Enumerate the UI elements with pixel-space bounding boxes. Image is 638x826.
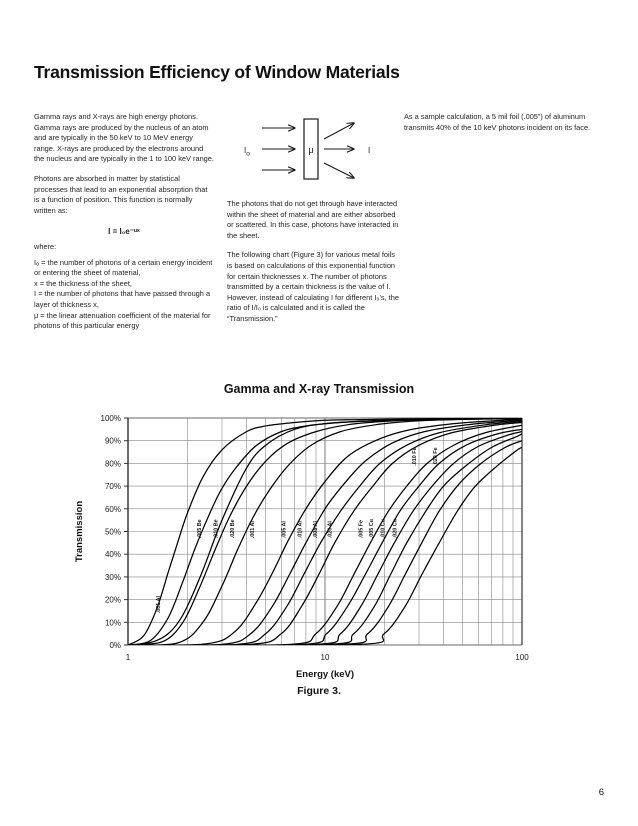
chart-plot-area <box>0 400 638 685</box>
page-number: 6 <box>598 787 604 798</box>
y-axis-tick-label: 30% <box>104 572 121 582</box>
x-axis-tick-label: 1 <box>125 653 131 662</box>
attenuation-diagram <box>232 106 400 192</box>
paragraph-absorption: Photons are absorbed in matter by statistical processes that lead to an exponential absorption that is a function of position. This function is normally written as: <box>34 173 208 215</box>
curve-label-020-Al: .020 Al <box>327 521 334 539</box>
paragraph-sample-calculation: As a sample calculation, a 5 mil foil (.005”) of aluminum transmits 40% of the 10 keV photons incident on its face. <box>404 112 591 132</box>
curve-label-005-Fe: .005 Fe <box>358 520 365 539</box>
paragraph-gamma-xray-intro: Gamma rays and X-rays are high energy photons. Gamma rays are produced by the nucleus of an atom and are typically in the 50 keV to 10 MeV energy range. X-rays are produced by the electrons around the nucleus and are typically in the 1 to 100 keV range. <box>34 112 214 164</box>
y-axis-tick-label: 50% <box>104 527 121 537</box>
curve-label-010-Fe: .010 Fe <box>412 447 419 466</box>
text-column-middle <box>227 199 399 325</box>
curve-label-001-Al: .001 Al <box>155 596 162 614</box>
y-axis-tick-label: 60% <box>104 504 121 514</box>
diagram-transmitted-label: I <box>368 146 371 155</box>
curve-label-010-Cu: .010 Cu <box>380 519 387 539</box>
y-axis-tick-label: 70% <box>104 482 121 492</box>
paragraph-interaction: The photons that do not get through have interacted within the sheet of material and are either absorbed or scattered. In this case, photons have interacted in the sheet. <box>227 199 399 240</box>
y-axis-tick-label: 100% <box>100 414 121 423</box>
y-axis-tick-label: 20% <box>104 595 121 605</box>
y-axis-tick-label: 80% <box>104 459 121 469</box>
curve-label-020-Cu: .020 Cu <box>392 519 399 539</box>
curve-label-010-Al: .010 Al <box>297 521 304 539</box>
curve-label-010-Be: .010 Be <box>213 519 220 539</box>
definition-x: x = the thickness of the sheet, <box>34 278 132 288</box>
y-axis-tick-label: 40% <box>104 550 121 560</box>
text-column-right <box>404 112 600 133</box>
curve-label-005-Al: .005 Al <box>281 521 288 539</box>
curve-label-001-Al: .001 Al <box>249 521 256 539</box>
definition-mu: μ = the linear attenuation coefficient of the material for photons of this particular energy <box>34 310 211 331</box>
curve-label-020-Be: .020 Be <box>230 519 236 539</box>
attenuation-diagram-svg <box>232 106 400 192</box>
curve-label-008-Al: .008 Al <box>312 521 319 539</box>
where-label: where: <box>34 241 57 251</box>
chart-title: Gamma and X-ray Transmission <box>223 382 415 396</box>
y-axis-tick-label: 10% <box>104 618 121 628</box>
y-axis-title: Transmission <box>74 500 85 563</box>
page-title: Transmission Efficiency of Window Materials <box>34 62 400 82</box>
transmission-chart <box>0 382 638 702</box>
attenuation-formula: I = I₀e⁻ᵘˣ <box>108 227 140 237</box>
figure-caption: Figure 3. <box>297 685 341 697</box>
definition-I: I = the number of photons that have passed through a layer of thickness x, <box>34 289 211 309</box>
x-axis-tick-label: 10 <box>320 653 330 662</box>
symbol-definition-list <box>34 258 214 332</box>
paragraph-chart-explanation: The following chart (Figure 3) for various metal foils is based on calculations of this exponential function for certain thicknesses x. The number of photons transmitted by a certain thickness is the value of I. However, instead of calculating I for different I₀'s, the ratio of I/I₀ is calculated and it is called the “Transmission.” <box>227 250 399 323</box>
x-axis-title: Energy (keV) <box>295 669 355 680</box>
definition-I0: I₀ = the number of photons of a certain energy incident or entering the sheet of material, <box>34 257 213 278</box>
curve-label-005-Be: .005 Be <box>197 519 204 539</box>
y-axis-tick-label: 90% <box>104 436 121 446</box>
y-axis-tick-label: 0% <box>109 641 121 650</box>
text-column-left <box>34 112 214 332</box>
curve-label-005-Cu: .005 Cu <box>368 519 375 539</box>
diagram-incident-label: $I_o$ <box>244 146 250 158</box>
x-axis-tick-label: 100 <box>515 653 529 662</box>
diagram-mu-label: μ <box>308 145 314 155</box>
curve-label-020-Fe: .020 Fe <box>432 447 439 466</box>
